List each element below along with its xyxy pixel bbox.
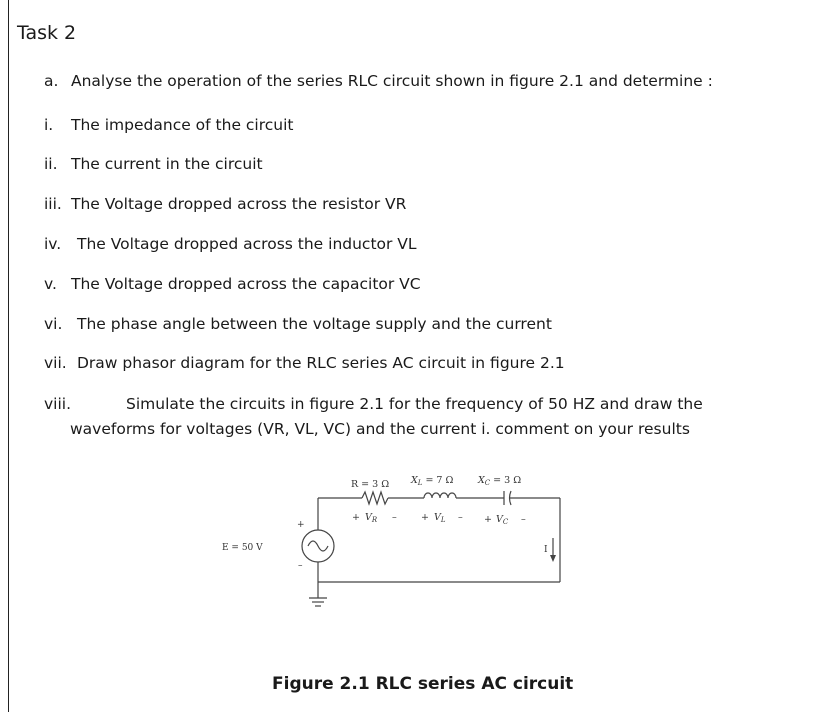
vl-sub: L bbox=[440, 516, 446, 524]
vr-label: V bbox=[365, 512, 372, 523]
item-text: The impedance of the circuit bbox=[71, 116, 294, 134]
item-number: ii. bbox=[44, 155, 58, 173]
figure-caption: Figure 2.1 RLC series AC circuit bbox=[272, 674, 574, 694]
item-number: v. bbox=[44, 275, 57, 293]
item-text: The phase angle between the voltage supply and the current bbox=[77, 315, 552, 333]
svg-text:VL bbox=[434, 512, 446, 524]
sine-icon bbox=[308, 541, 328, 551]
item-number: iv. bbox=[44, 235, 62, 253]
vl-plus: + bbox=[421, 512, 429, 523]
item-number: i. bbox=[44, 116, 54, 134]
part-a-marker: a. bbox=[44, 72, 59, 90]
svg-text:XL = 7 Ω bbox=[410, 475, 453, 487]
item-text: Draw phasor diagram for the RLC series AC circuit in figure 2.1 bbox=[77, 354, 565, 372]
item-text: The current in the circuit bbox=[71, 155, 263, 173]
item-text: The Voltage dropped across the resistor VR bbox=[71, 195, 407, 213]
xl-label: X bbox=[411, 475, 418, 486]
item-text: The Voltage dropped across the capacitor VC bbox=[71, 275, 421, 293]
item-number: iii. bbox=[44, 195, 62, 213]
resistor-symbol bbox=[362, 492, 388, 504]
vr-sub: R bbox=[371, 516, 378, 524]
inductor-symbol bbox=[424, 493, 456, 498]
item-number: viii. bbox=[44, 395, 72, 413]
svg-text:XC = 3 Ω bbox=[477, 475, 521, 487]
xc-sub: C bbox=[484, 479, 491, 487]
source-minus: – bbox=[298, 561, 303, 571]
vr-minus: – bbox=[392, 512, 397, 523]
item-number: vii. bbox=[44, 354, 67, 372]
svg-text:VC bbox=[496, 514, 509, 526]
vc-sub: C bbox=[502, 518, 509, 526]
item-number: vi. bbox=[44, 315, 63, 333]
xl-value: = 7 Ω bbox=[422, 475, 454, 486]
r-label: R = 3 Ω bbox=[351, 479, 390, 490]
xc-label: X bbox=[478, 475, 485, 486]
vc-label: V bbox=[496, 514, 503, 525]
part-a-text: Analyse the operation of the series RLC circuit shown in figure 2.1 and determine : bbox=[71, 72, 713, 90]
xc-value: = 3 Ω bbox=[490, 475, 522, 486]
item-text: Simulate the circuits in figure 2.1 for the frequency of 50 HZ and draw the bbox=[126, 395, 703, 413]
source-label: E = 50 V bbox=[222, 543, 263, 553]
svg-text:VR bbox=[365, 512, 378, 524]
source-plus: + bbox=[297, 520, 305, 530]
vr-plus: + bbox=[352, 512, 360, 523]
current-label: I bbox=[544, 545, 548, 555]
list-item-continuation: waveforms for voltages (VR, VL, VC) and the current i. comment on your results bbox=[70, 420, 690, 438]
xl-sub: L bbox=[417, 479, 423, 487]
vl-minus: – bbox=[458, 512, 463, 523]
item-text: The Voltage dropped across the inductor VL bbox=[77, 235, 417, 253]
vl-label: V bbox=[434, 512, 441, 523]
vc-plus: + bbox=[484, 514, 492, 525]
task-title: Task 2 bbox=[17, 22, 77, 44]
current-arrow-head bbox=[550, 555, 556, 562]
vc-minus: – bbox=[521, 514, 526, 525]
